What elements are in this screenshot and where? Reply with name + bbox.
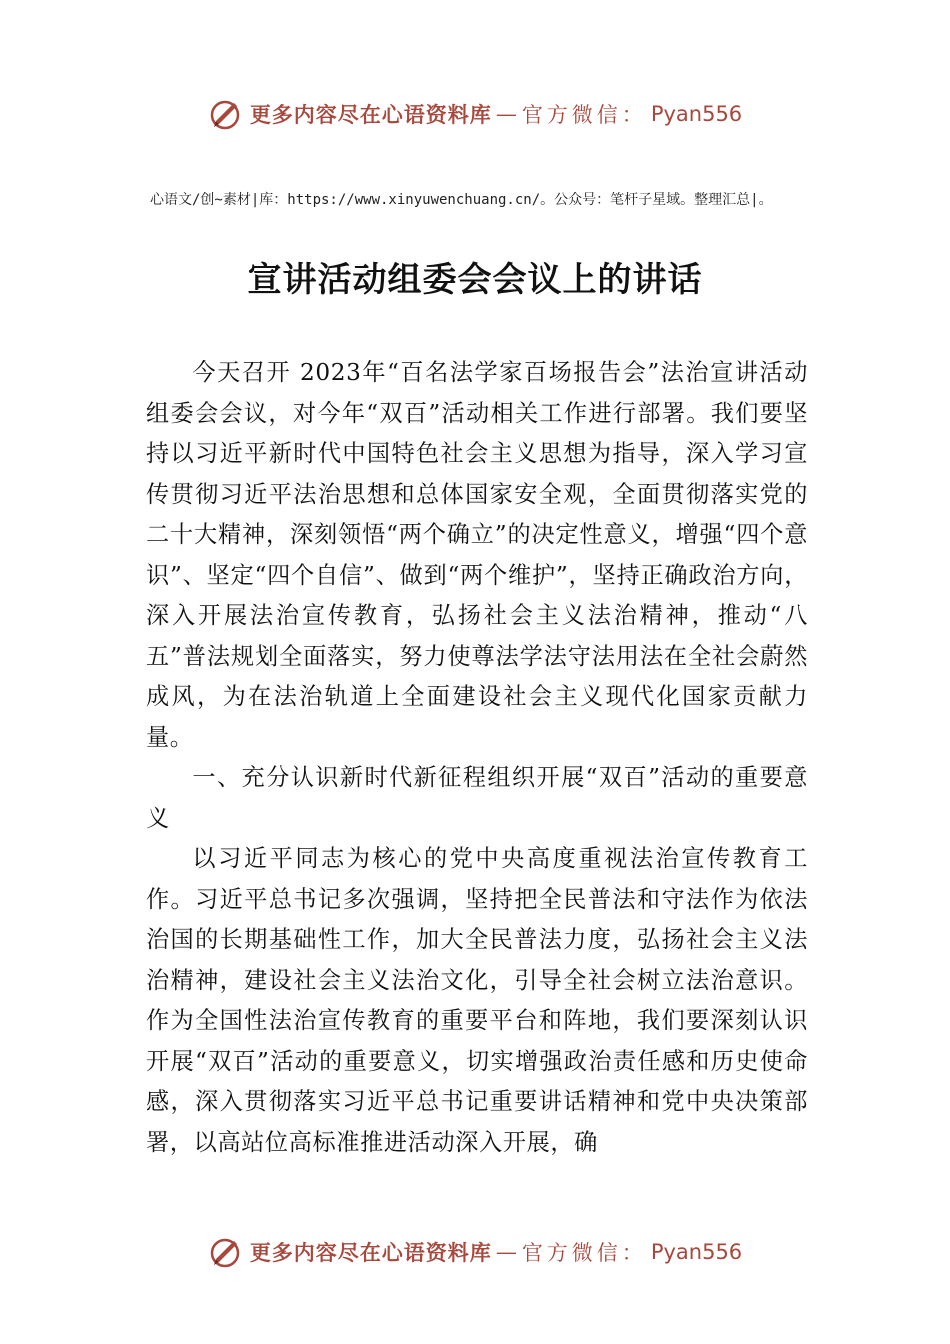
banner-separator: — <box>495 1240 518 1264</box>
pen-logo-icon <box>208 97 242 131</box>
banner-separator: — <box>495 102 518 126</box>
document-title: 宣讲活动组委会会议上的讲话 <box>247 260 703 300</box>
pen-logo-icon <box>208 1235 242 1269</box>
document-body <box>146 353 808 1163</box>
paragraph: 以习近平同志为核心的党中央高度重视法治宣传教育工作。习近平总书记多次强调，坚持把全民普法和守法作为依法治国的长期基础性工作，加大全民普法力度，弘扬社会主义法治精神，建设社会主义法治文化，引导全社会树立法治意识。作为全国性法治宣传教育的重要平台和阵地，我们要深刻认识开展“双百”活动的重要意义，切实增强政治责任感和历史使命感，深入贯彻落实习近平总书记重要讲话精神和党中央决策部署，以高站位高标准推进活动深入开展，确 <box>146 845 808 1156</box>
footer-banner <box>0 1232 950 1272</box>
banner-label: 官方微信： <box>521 1241 647 1265</box>
banner-label: 官方微信： <box>521 103 647 127</box>
banner-text: 更多内容尽在心语资料库 <box>249 1240 492 1265</box>
section-heading: 一、充分认识新时代新征程组织开展“双百”活动的重要意义 <box>146 764 808 832</box>
banner-text: 更多内容尽在心语资料库 <box>249 102 492 127</box>
header-banner <box>0 94 950 134</box>
banner-wechat-id: Pyan556 <box>650 102 743 126</box>
banner-wechat-id: Pyan556 <box>650 1240 743 1264</box>
paragraph: 今天召开 2023年“百名法学家百场报告会”法治宣讲活动组委会会议，对今年“双百”活动相关工作进行部署。我们要坚持以习近平新时代中国特色社会主义思想为指导，深入学习宣传贯彻习近平法治思想和总体国家安全观，全面贯彻落实党的二十大精神，深刻领悟“两个确立”的决定性意义，增强“四个意识”、坚定“四个自信”、做到“两个维护”，坚持正确政治方向，深入开展法治宣传教育，弘扬社会主义法治精神，推动“八五”普法规划全面落实，努力使尊法学法守法用法在全社会蔚然成风，为在法治轨道上全面建设社会主义现代化国家贡献力量。 <box>146 359 808 751</box>
source-note: 心语文/创~素材|库：https://www.xinyuwenchuang.cn/。公众号：笔杆子星域。整理汇总|。 <box>150 192 773 208</box>
